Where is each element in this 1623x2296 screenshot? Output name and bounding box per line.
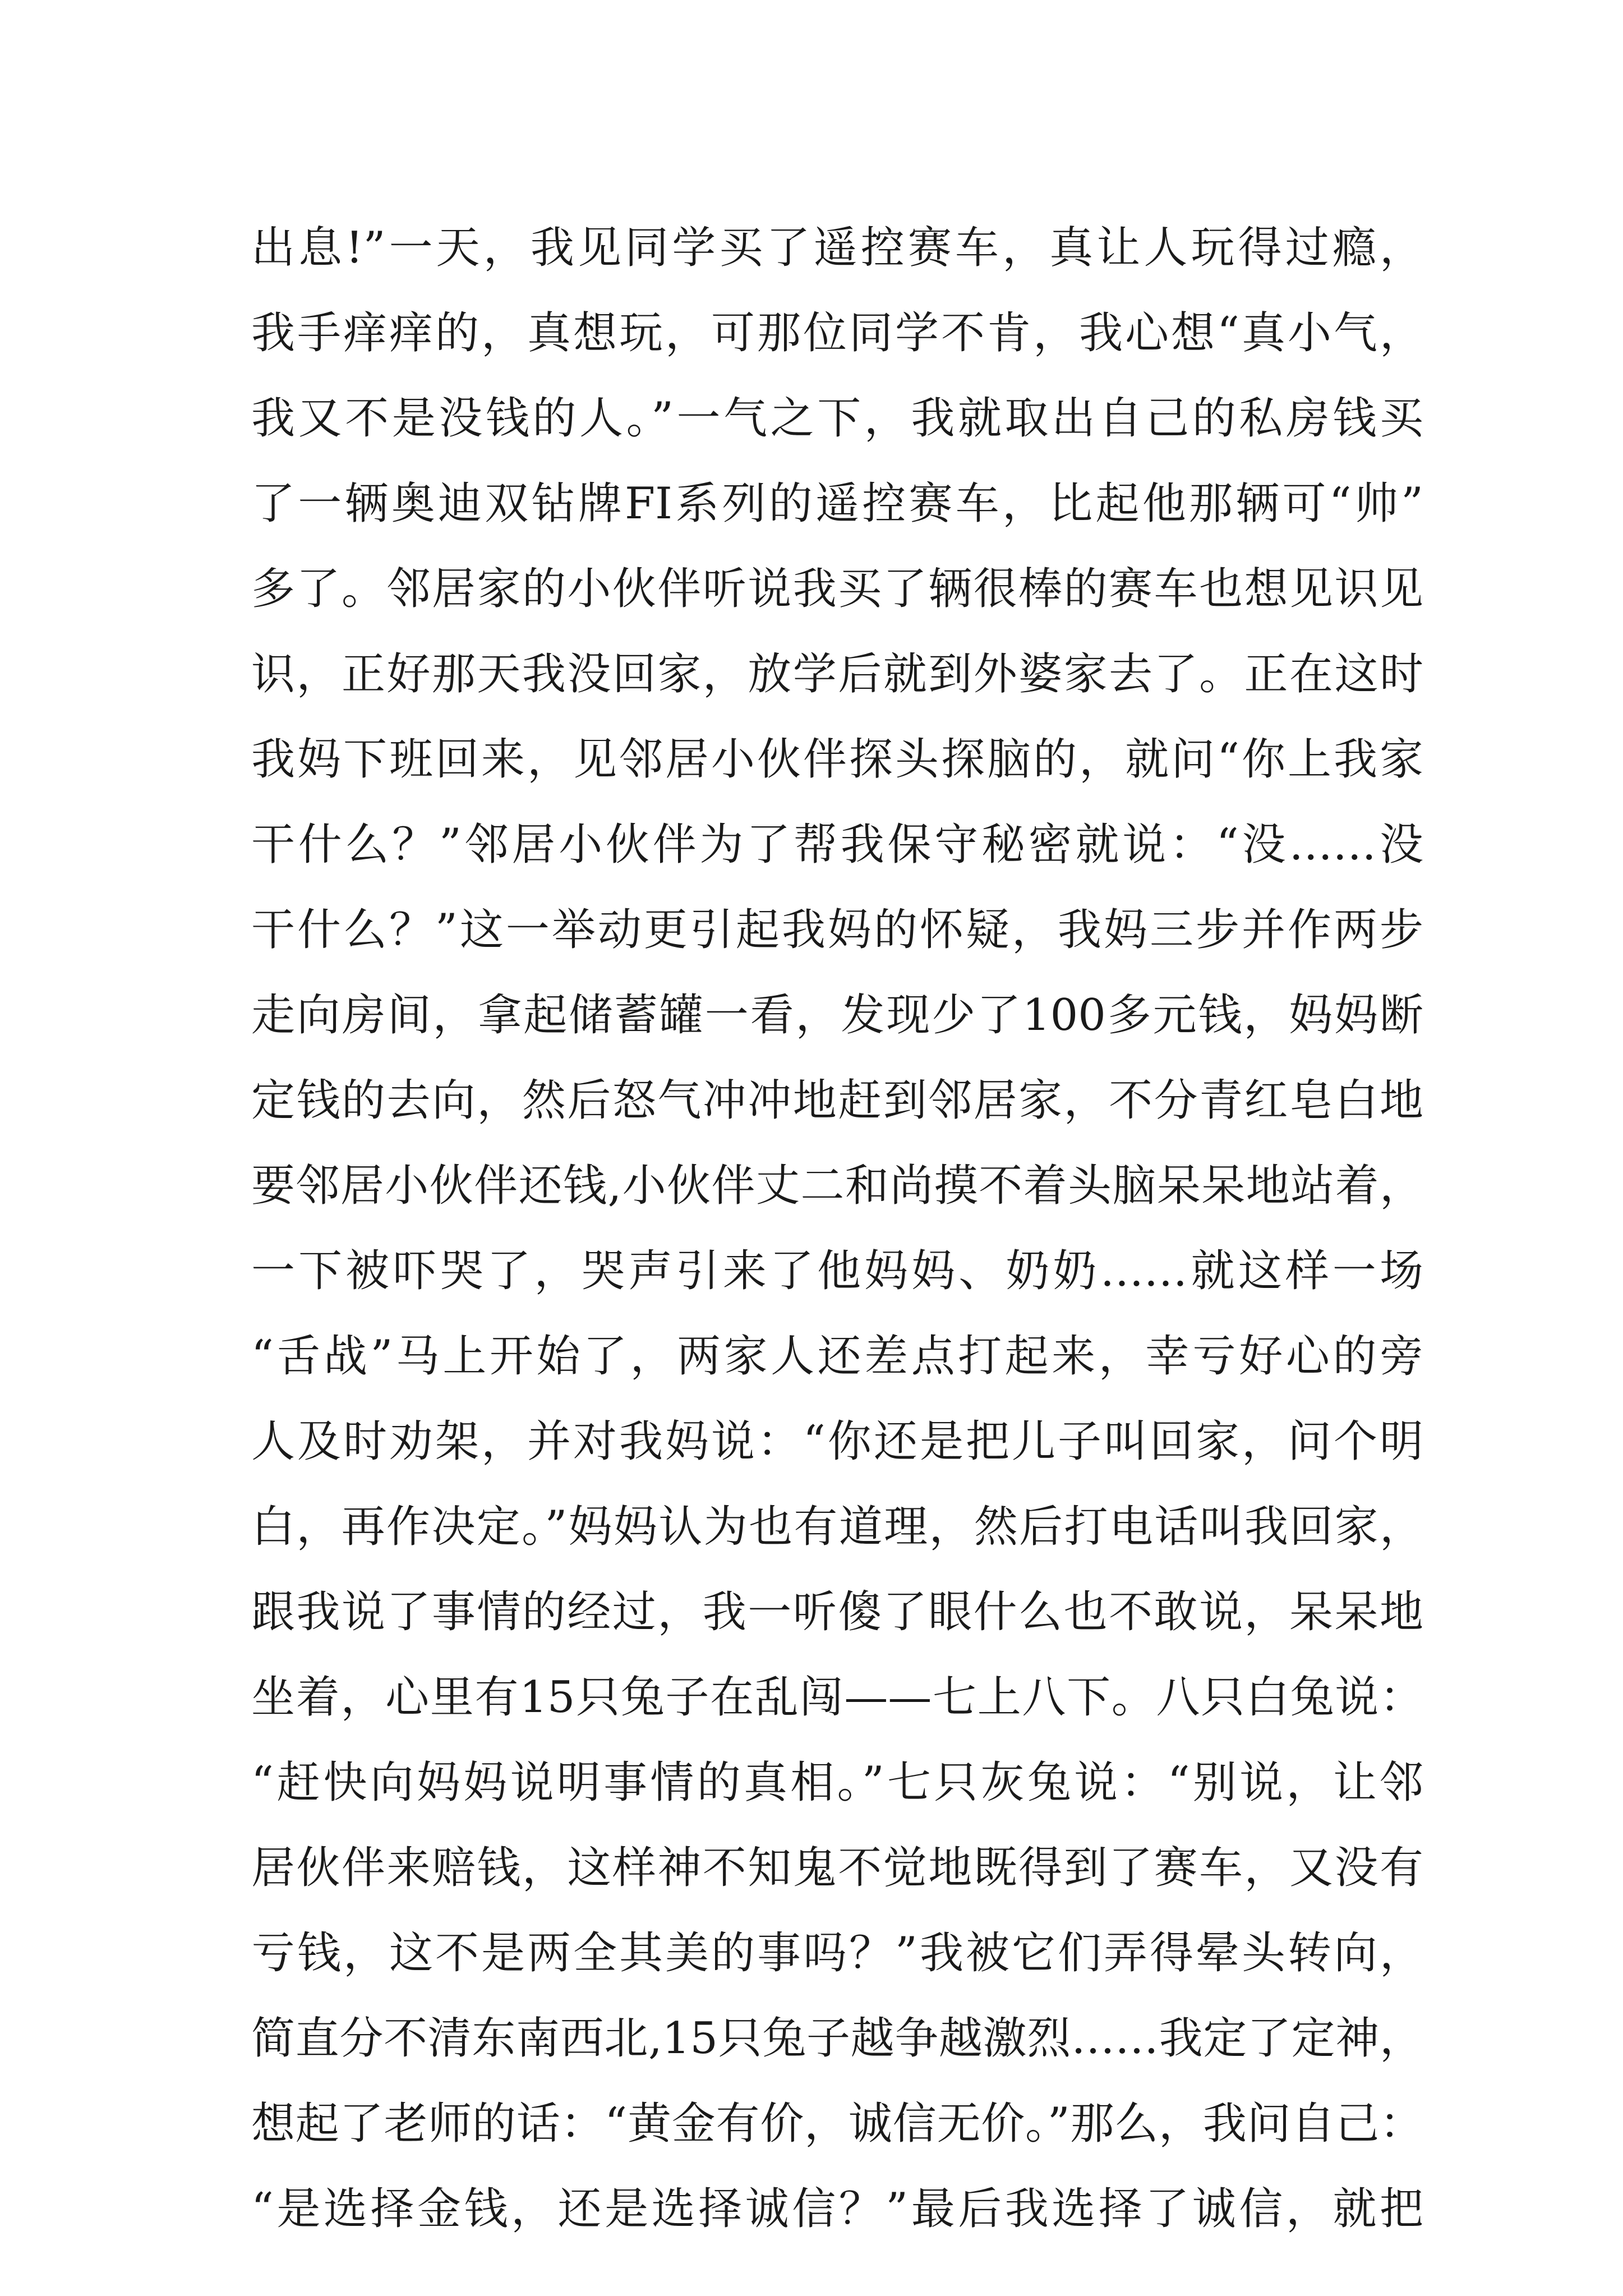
text-line: 干什么？”这一举动更引起我妈的怀疑，我妈三步并作两步 bbox=[251, 905, 1423, 955]
text-line: 走向房间，拿起储蓄罐一看，发现少了100多元钱，妈妈断 bbox=[251, 990, 1423, 1041]
body-text bbox=[251, 205, 1423, 2252]
text-line: 多了。邻居家的小伙伴听说我买了辆很棒的赛车也想见识见 bbox=[251, 564, 1423, 614]
text-line: 定钱的去向，然后怒气冲冲地赶到邻居家，不分青红皂白地 bbox=[251, 1075, 1423, 1126]
text-line: 白，再作决定。”妈妈认为也有道理，然后打电话叫我回家， bbox=[251, 1502, 1423, 1552]
text-line: 想起了老师的话：“黄金有价，诚信无价。”那么，我问自己： bbox=[251, 2099, 1423, 2149]
text-line: 干什么？”邻居小伙伴为了帮我保守秘密就说：“没……没 bbox=[251, 820, 1423, 870]
text-line: 识，正好那天我没回家，放学后就到外婆家去了。正在这时 bbox=[251, 649, 1423, 700]
text-line: 出息!”一天，我见同学买了遥控赛车，真让人玩得过瘾， bbox=[251, 223, 1423, 273]
text-line: 我又不是没钱的人。”一气之下，我就取出自己的私房钱买 bbox=[251, 393, 1423, 444]
text-line: 了一辆奥迪双钻牌FI系列的遥控赛车，比起他那辆可“帅” bbox=[251, 478, 1423, 529]
text-line: 坐着，心里有15只兔子在乱闯——七上八下。八只白兔说： bbox=[251, 1672, 1423, 1723]
text-line: 人及时劝架，并对我妈说：“你还是把儿子叫回家，问个明 bbox=[251, 1416, 1423, 1467]
text-line: 居伙伴来赔钱，这样神不知鬼不觉地既得到了赛车，又没有 bbox=[251, 1843, 1423, 1893]
text-line: 跟我说了事情的经过，我一听傻了眼什么也不敢说，呆呆地 bbox=[251, 1587, 1423, 1637]
text-line: 简直分不清东南西北,15只兔子越争越激烈……我定了定神， bbox=[251, 2013, 1423, 2064]
text-line: “赶快向妈妈说明事情的真相。”七只灰兔说：“别说，让邻 bbox=[251, 1757, 1423, 1808]
text-line: 要邻居小伙伴还钱,小伙伴丈二和尚摸不着头脑呆呆地站着， bbox=[251, 1161, 1423, 1211]
text-line: 我手痒痒的，真想玩，可那位同学不肯，我心想“真小气， bbox=[251, 308, 1423, 358]
text-line: 一下被吓哭了，哭声引来了他妈妈、奶奶……就这样一场 bbox=[251, 1246, 1423, 1296]
text-line: “舌战”马上开始了，两家人还差点打起来，幸亏好心的旁 bbox=[251, 1331, 1423, 1382]
text-line: 亏钱，这不是两全其美的事吗？”我被它们弄得晕头转向， bbox=[251, 1928, 1423, 1978]
text-line: 我妈下班回来，见邻居小伙伴探头探脑的，就问“你上我家 bbox=[251, 734, 1423, 785]
text-line: “是选择金钱，还是选择诚信？”最后我选择了诚信，就把 bbox=[251, 2184, 1423, 2234]
